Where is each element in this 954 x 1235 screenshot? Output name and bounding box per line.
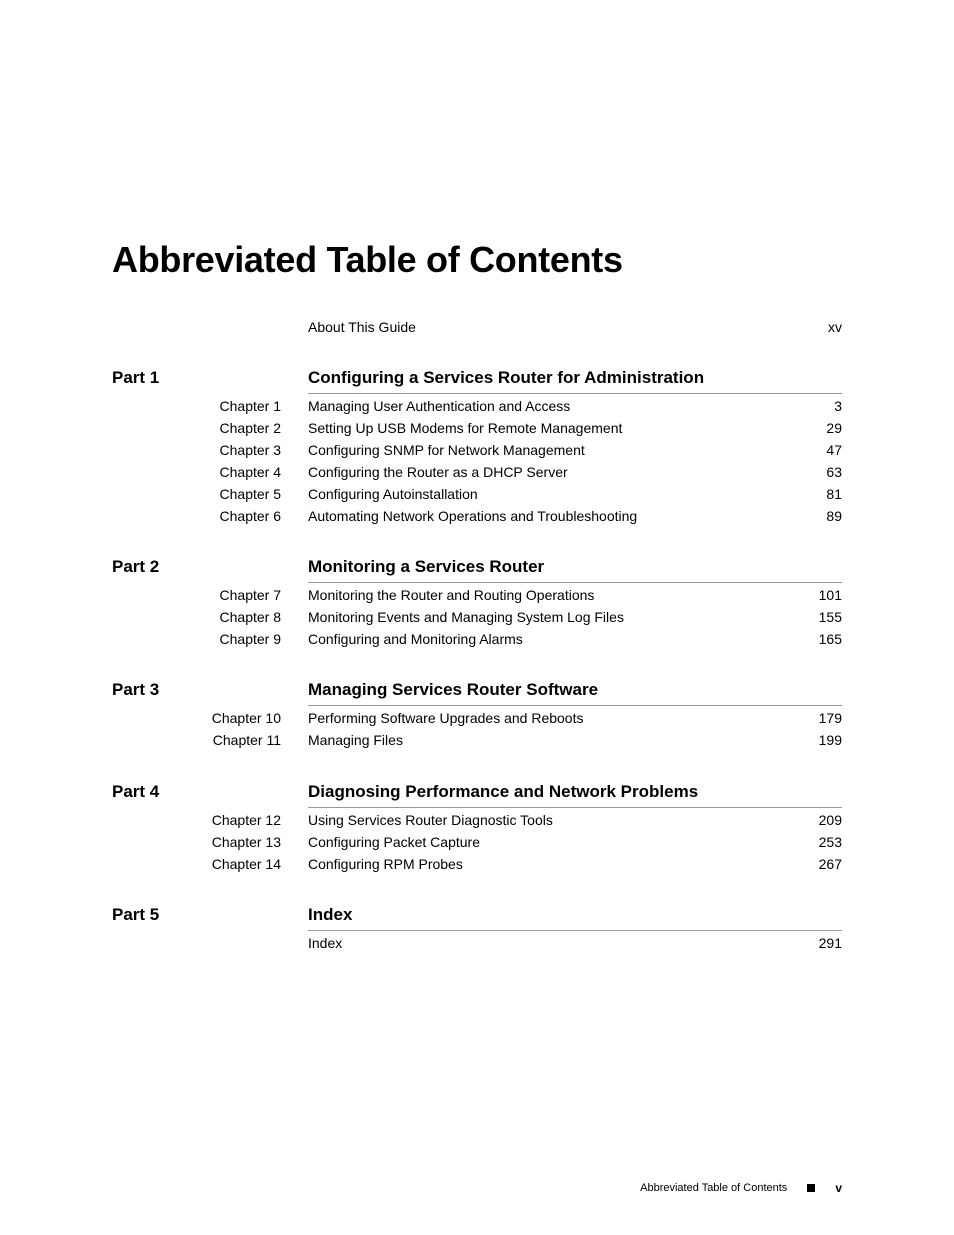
chapter-page-number: 209 [818,812,842,828]
chapter-page-number: 291 [818,935,842,951]
chapter-list [0,395,954,527]
chapter-page-number: 89 [826,508,842,524]
chapter-entry[interactable] [0,417,954,439]
part-label: Part 1 [112,368,160,387]
footer-page-number: v [835,1181,842,1195]
chapter-title[interactable]: Automating Network Operations and Troubleshooting [308,508,638,524]
chapter-title[interactable]: Configuring the Router as a DHCP Server [308,464,568,480]
chapter-label: Chapter 1 [219,398,281,414]
part-label: Part 5 [112,905,160,924]
chapter-title[interactable]: Managing Files [308,732,403,748]
chapter-list [0,707,954,751]
chapter-title[interactable]: Configuring RPM Probes [308,856,463,872]
chapter-title[interactable]: Managing User Authentication and Access [308,398,571,414]
chapter-entry[interactable] [0,853,954,875]
chapter-title[interactable]: Performing Software Upgrades and Reboots [308,710,584,726]
part-label: Part 3 [112,680,160,699]
toc-entry-about-this-guide[interactable] [308,316,842,338]
chapter-label: Chapter 3 [219,442,281,458]
chapter-entry[interactable] [0,395,954,417]
chapter-entry[interactable] [0,729,954,751]
chapter-list [0,809,954,875]
chapter-entry[interactable] [0,606,954,628]
part-label: Part 2 [112,557,160,576]
chapter-title[interactable]: Configuring SNMP for Network Management [308,442,585,458]
chapter-title[interactable]: Configuring Autoinstallation [308,486,478,502]
chapter-entry[interactable] [0,461,954,483]
part-divider [308,930,842,931]
chapter-label: Chapter 5 [219,486,281,502]
chapter-title[interactable]: Monitoring the Router and Routing Operations [308,587,595,603]
chapter-entry[interactable] [0,831,954,853]
chapter-page-number: 63 [826,464,842,480]
chapter-label: Chapter 2 [219,420,281,436]
chapter-title[interactable]: Setting Up USB Modems for Remote Management [308,420,623,436]
chapter-page-number: 3 [834,398,842,414]
chapter-label: Chapter 8 [219,609,281,625]
chapter-list [0,584,954,650]
chapter-label: Chapter 4 [219,464,281,480]
chapter-entry[interactable] [0,505,954,527]
chapter-title[interactable]: Monitoring Events and Managing System Log Files [308,609,624,625]
chapter-label: Chapter 9 [219,631,281,647]
chapter-page-number: 179 [818,710,842,726]
chapter-page-number: 199 [818,732,842,748]
chapter-page-number: 81 [826,486,842,502]
part-label: Part 4 [112,782,160,801]
chapter-page-number: 47 [826,442,842,458]
part-title[interactable]: Managing Services Router Software [308,680,599,699]
chapter-entry[interactable] [0,584,954,606]
chapter-entry[interactable] [0,809,954,831]
chapter-page-number: 155 [818,609,842,625]
part-divider [308,807,842,808]
part-divider [308,393,842,394]
part-title[interactable]: Configuring a Services Router for Administration [308,368,705,387]
part-divider [308,582,842,583]
chapter-entry[interactable] [0,932,954,954]
chapter-entry[interactable] [0,439,954,461]
chapter-title[interactable]: Using Services Router Diagnostic Tools [308,812,553,828]
chapter-label: Chapter 13 [211,834,281,850]
square-bullet-icon [807,1184,815,1192]
chapter-entry[interactable] [0,628,954,650]
chapter-list [0,932,954,954]
part-title[interactable]: Index [308,905,353,924]
chapter-page-number: 253 [818,834,842,850]
part-title[interactable]: Monitoring a Services Router [308,557,545,576]
chapter-title[interactable]: Configuring and Monitoring Alarms [308,631,523,647]
chapter-label: Chapter 14 [211,856,281,872]
chapter-label: Chapter 6 [219,508,281,524]
chapter-page-number: 29 [826,420,842,436]
page-title: Abbreviated Table of Contents [112,239,623,280]
toc-entry-title[interactable]: About This Guide [308,319,416,335]
chapter-page-number: 101 [818,587,842,603]
chapter-entry[interactable] [0,483,954,505]
chapter-label: Chapter 7 [219,587,281,603]
chapter-entry[interactable] [0,707,954,729]
chapter-page-number: 165 [818,631,842,647]
page-footer [640,1180,842,1196]
footer-running-title: Abbreviated Table of Contents [640,1182,788,1194]
part-title[interactable]: Diagnosing Performance and Network Problems [308,782,699,801]
chapter-title[interactable]: Configuring Packet Capture [308,834,480,850]
chapter-label: Chapter 12 [211,812,281,828]
chapter-label: Chapter 10 [211,710,281,726]
chapter-title[interactable]: Index [308,935,343,951]
chapter-page-number: 267 [818,856,842,872]
toc-entry-page-number: xv [828,319,842,335]
part-divider [308,705,842,706]
chapter-label: Chapter 11 [212,732,281,748]
